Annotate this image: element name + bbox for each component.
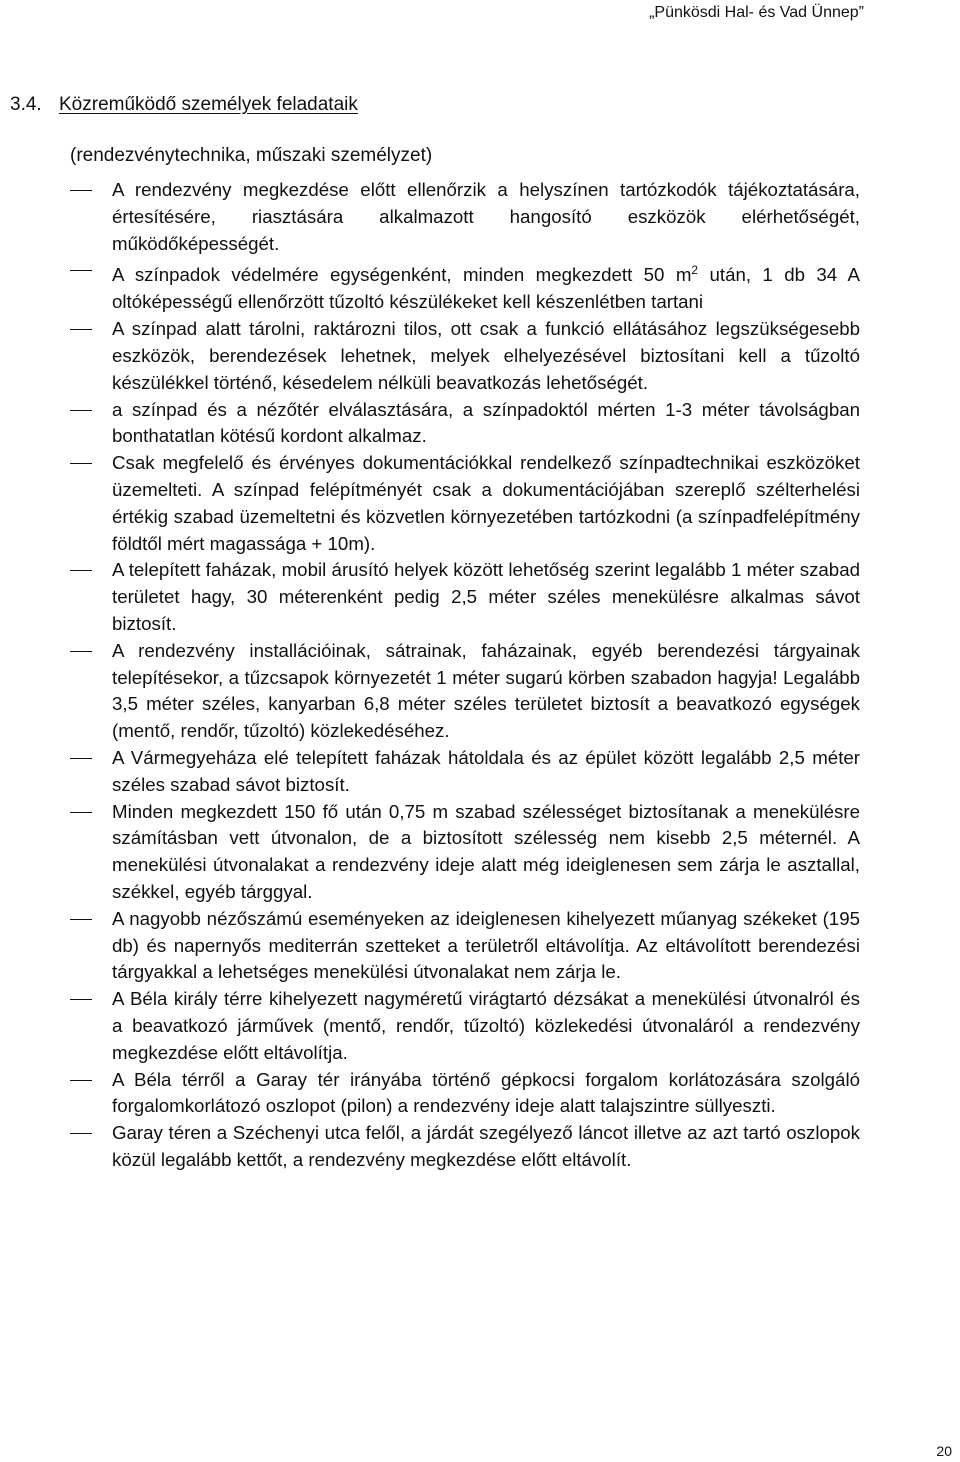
page-number: 20 (936, 1443, 952, 1459)
list-item-text: A Béla király térre kihelyezett nagyméretű virágtartó dézsákat a menekülési útvonalról és a beavatkozó járművek (mentő, rendőr, tűzoltó) közlekedési útvonaláról a rendezvény megkezdése előtt eltávolítja. (112, 988, 860, 1063)
list-item (0, 745, 860, 799)
list-item-text: A színpad alatt tárolni, raktározni tilos, ott csak a funkció ellátásához legszükségesebb eszközök, berendezések lehetnek, melyek elhelyezésével biztosítani kell a tűzoltó készülékkel történő, késedelem nélküli beavatkozás lehetőségét. (112, 318, 860, 393)
list-item-text: Garay téren a Széchenyi utca felől, a járdát szegélyező láncot illetve az azt tartó oszlopok közül legalább kettőt, a rendezvény megkezdése előtt eltávolít. (112, 1122, 860, 1170)
list-item-text: A Vármegyeháza elé telepített faházak hátoldala és az épület között legalább 2,5 méter széles szabad sávot biztosít. (112, 746, 860, 795)
list-item (0, 557, 860, 637)
list-item (0, 986, 860, 1066)
list-item (0, 450, 860, 557)
list-item (0, 177, 860, 257)
running-header: „Pünkösdi Hal- és Vad Ünnep” (649, 4, 864, 21)
list-item (0, 638, 860, 745)
dash-bullet (70, 999, 92, 1000)
dash-bullet (70, 1080, 92, 1081)
section-title: Közreműködő személyek feladataik (59, 94, 358, 115)
list-item-text: A Béla térről a Garay tér irányába történő gépkocsi forgalom korlátozására szolgáló forgalomkorlátozó oszlopot (pilon) a rendezvény ideje alatt talajszintre süllyeszti. (112, 1068, 860, 1117)
list-item (0, 906, 860, 986)
superscript: 2 (691, 263, 699, 278)
dash-bullet (70, 1133, 92, 1134)
duty-list (0, 177, 960, 1174)
section-number: 3.4. (10, 94, 42, 115)
list-item-text: A rendezvény megkezdése előtt ellenőrzik a helyszínen tartózkodók tájékoztatására, értesítésére, riasztására alkalmazott hangosító eszközök elérhetőségét, működőképességét. (112, 179, 860, 254)
dash-bullet (70, 410, 92, 411)
list-item (0, 1067, 860, 1121)
section-subtitle: (rendezvénytechnika, műszaki személyzet) (70, 145, 433, 166)
list-item (0, 799, 860, 906)
dash-bullet (70, 812, 92, 813)
dash-bullet (70, 463, 92, 464)
list-item-text: Csak megfelelő és érvényes dokumentációkkal rendelkező színpadtechnikai eszközöket üzemelteti. A színpad felépítményét csak a dokumentációjában szereplő szélterhelési értékig szabad üzemeltetni és közvetlen környezetében tartózkodni (a színpadfelépítmény földtől mért magassága + 10m). (112, 452, 860, 554)
list-item (0, 397, 860, 451)
list-item-text: a színpad és a nézőtér elválasztására, a színpadoktól mérten 1-3 méter távolságban bonthatatlan kötésű kordont alkalmaz. (112, 398, 860, 447)
list-item-text: A színpadok védelmére egységenként, minden megkezdett 50 m (112, 264, 692, 286)
list-item-text: A nagyobb nézőszámú eseményeken az ideiglenesen kihelyezett műanyag székeket (195 db) és napernyős mediterrán szetteket a területről eltávolítja. Az eltávolított berendezési tárgyakkal a lehetséges menekülési útvonalakat nem zárja le. (112, 907, 860, 983)
dash-bullet (70, 329, 92, 330)
dash-bullet (70, 758, 92, 759)
list-item-text: Minden megkezdett 150 fő után 0,75 m szabad szélességet biztosítanak a menekülésre számításban vett útvonalon, de a biztosított szélesség nem kisebb 2,5 méternél. A menekülési útvonalakat a rendezvény ideje alatt még ideiglenesen sem zárja le asztallal, székkel, egyéb tárggyal. (112, 800, 860, 902)
list-item-text: A rendezvény installációinak, sátrainak, faházainak, egyéb berendezési tárgyainak telepítésekor, a tűzcsapok környezetét 1 méter sugarú körben szabadon hagyja! Legalább 3,5 méter széles, kanyarban 6,8 méter széles területet biztosít a beavatkozó egységek (mentő, rendőr, tűzoltó) közlekedéséhez. (112, 639, 860, 742)
dash-bullet (70, 570, 92, 571)
list-item (0, 316, 860, 396)
dash-bullet (70, 919, 92, 920)
list-item-text: A telepített faházak, mobil árusító helyek között lehetőség szerint legalább 1 méter szabad területet hagy, 30 méterenként pedig 2,5 méter széles menekülésre alkalmas sávot biztosít. (112, 559, 860, 634)
dash-bullet (70, 651, 92, 652)
list-item (0, 1120, 860, 1174)
dash-bullet (70, 270, 92, 271)
list-item-text: után, 1 db 34 A oltóképességű ellenőrzött tűzoltó készülékeket kell készenlétben tartani (112, 264, 860, 313)
dash-bullet (70, 190, 92, 191)
list-item (0, 257, 860, 316)
